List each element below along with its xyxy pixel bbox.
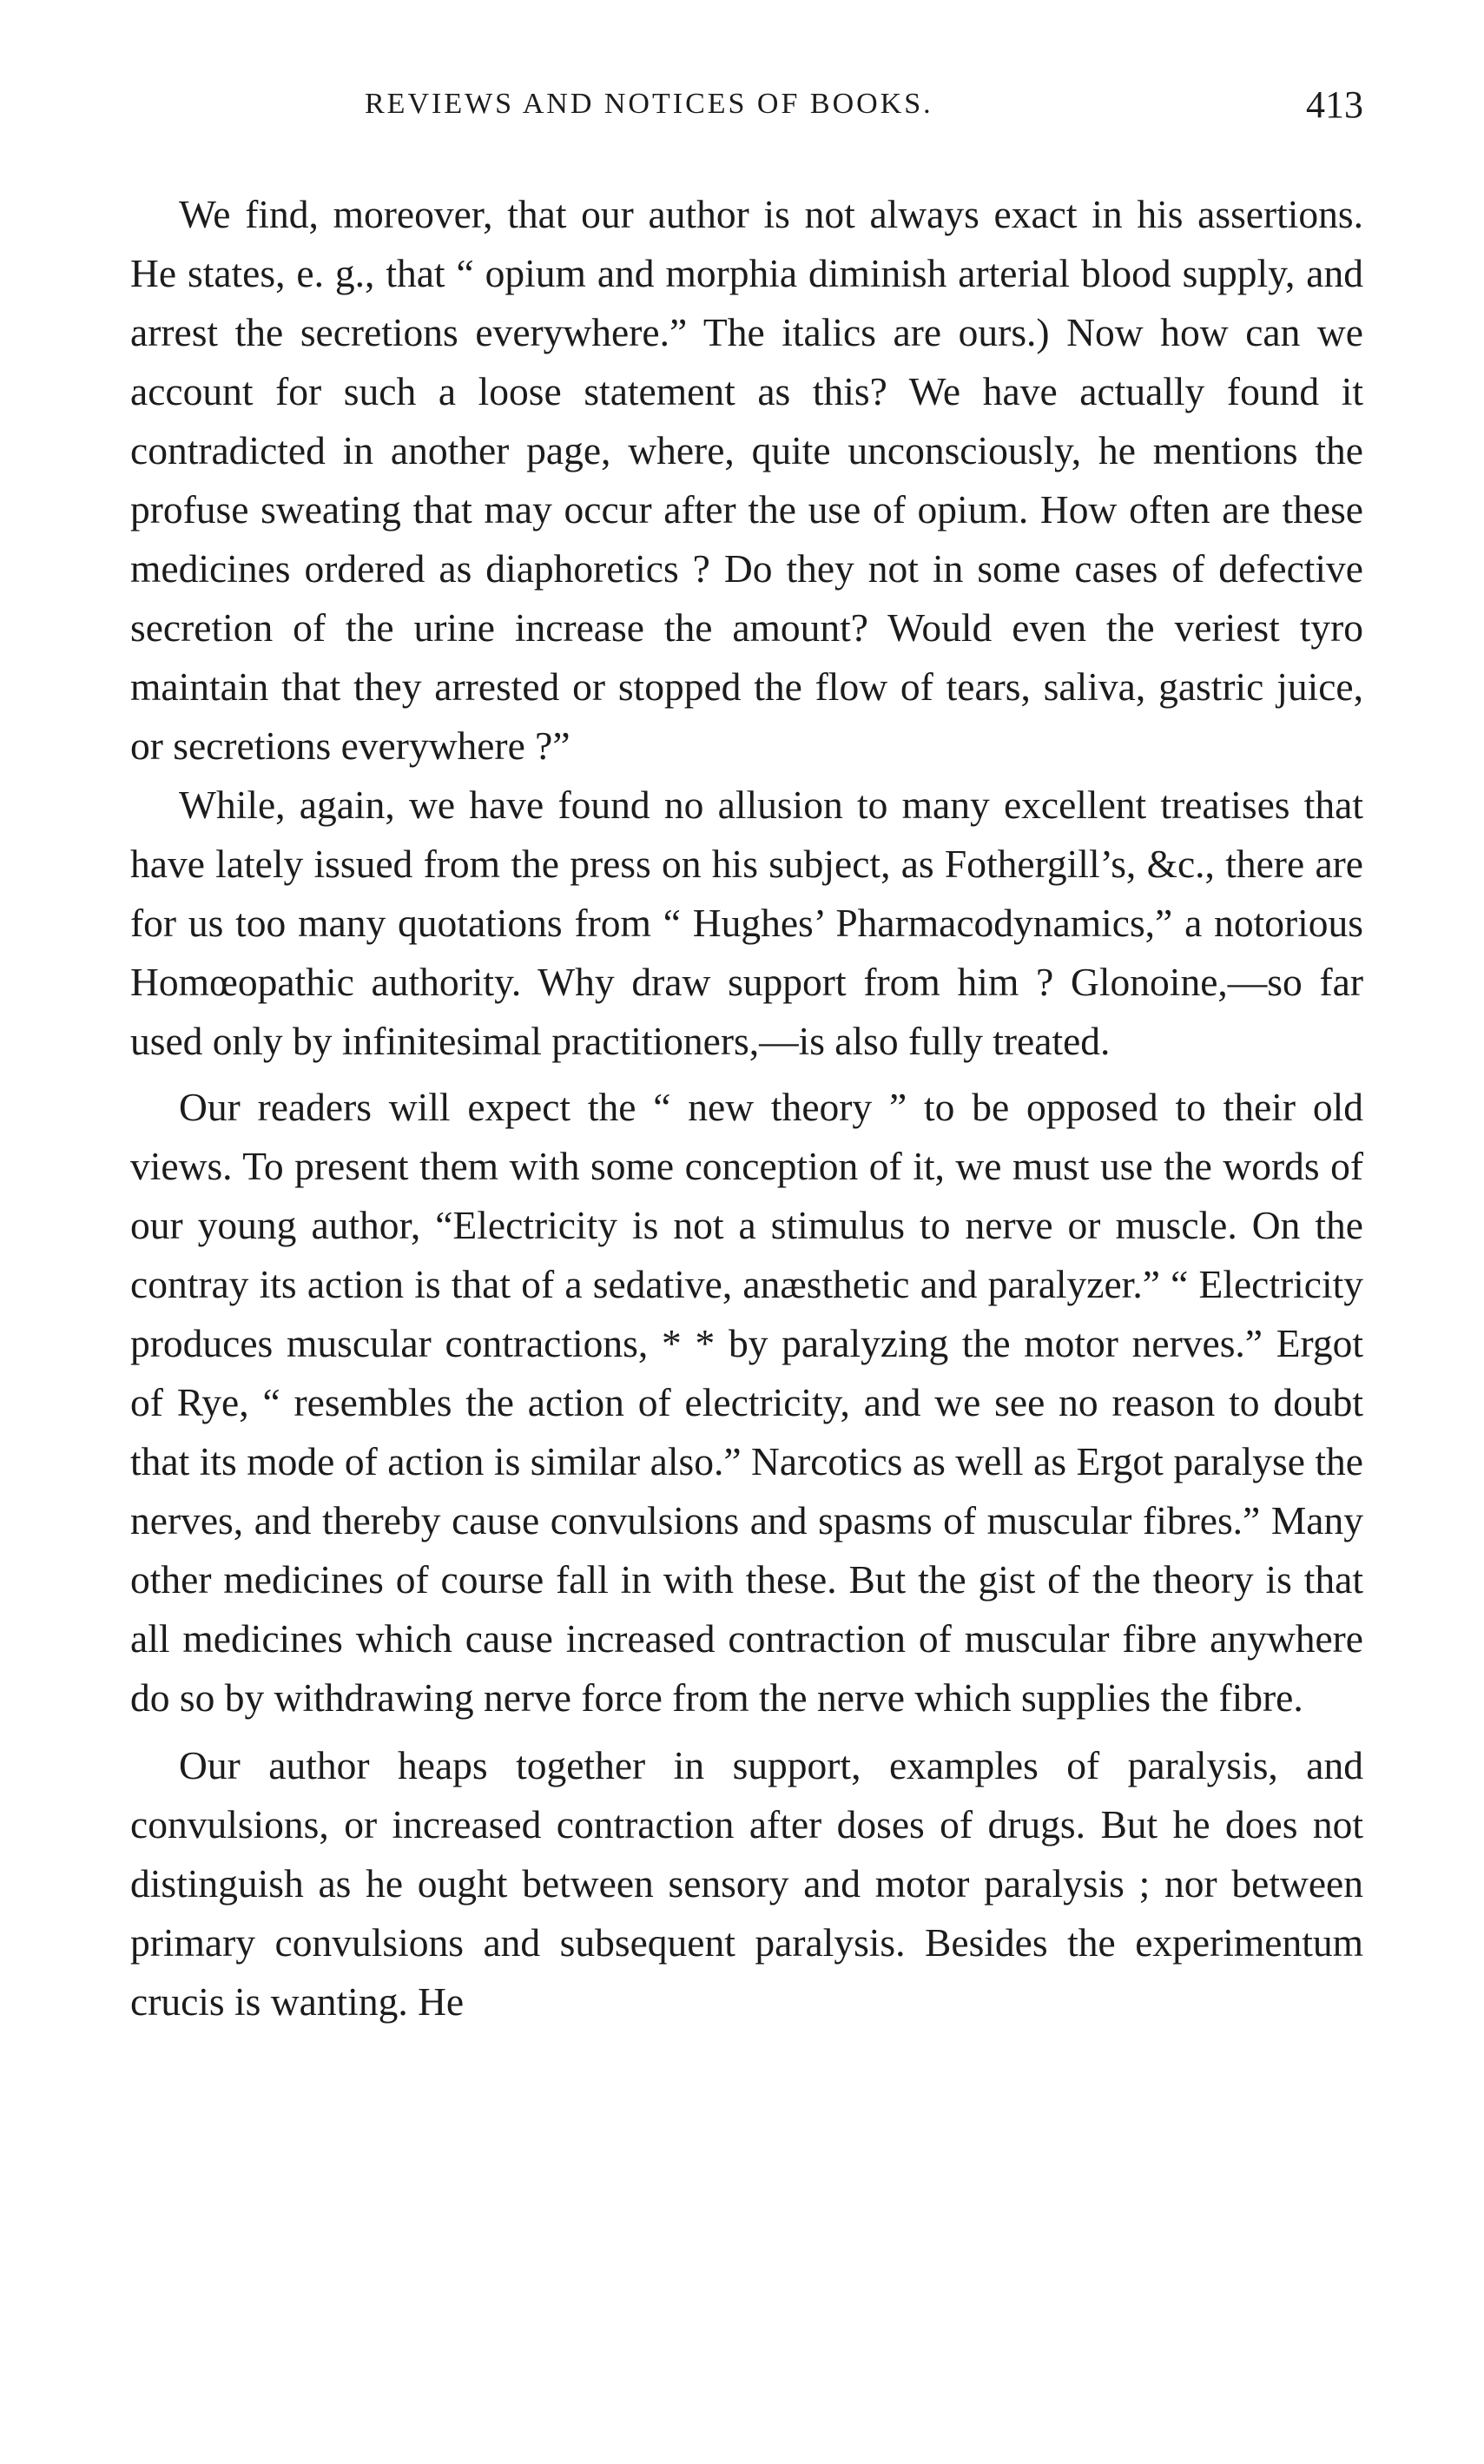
paragraph-3: Our readers will expect the “ new theory ” to be opposed to their old views. To present them with some conception of it, we must use the words of our young author, “Electricity is not a stimulus to nerve or muscle. On the contray its action is that of a sedative, anæsthetic and paralyzer.” “ Electricity produces muscular contractions, * * by paralyzing the motor nerves.” Ergot of Rye, “ resembles the action of electricity, and we see no reason to doubt that its mode of action is similar also.” Narcotics as well as Ergot paralyse the nerves, and thereby cause convulsions and spasms of muscular fibres.” Many other medicines of course fall in with these. But the gist of the theory is that all medicines which cause increased contraction of muscular fibre anywhere do so by withdrawing nerve force from the nerve which supplies the fibre. [130, 1085, 1363, 1720]
paragraph-1: We find, moreover, that our author is not always exact in his assertions. He states, e. g., that “ opium and morphia diminish arterial blood supply, and arrest the secretions everywhere.” The italics are ours.) Now how can we account for such a loose statement as this? We have actually found it contradicted in another page, where, quite unconsciously, he mentions the profuse sweating that may occur after the use of opium. How often are these medicines ordered as diaphoretics ? Do they not in some cases of defective secretion of the urine increase the amount? Would even the veriest tyro maintain that they arrested or stopped the flow of tears, saliva, gastric juice, or secretions everywhere ?” [130, 192, 1363, 768]
body-text [130, 185, 1363, 2031]
page-number: 413 [1306, 83, 1363, 126]
book-page [130, 83, 1363, 2031]
running-title: REVIEWS AND NOTICES OF BOOKS. [365, 88, 933, 120]
paragraph-4: Our author heaps together in support, examples of paralysis, and convulsions, or increased contraction after doses of drugs. But he does not distinguish as he ought between sensory and motor paralysis ; nor between primary convulsions and subsequent paralysis. Besides the experimentum crucis is wanting. He [130, 1743, 1363, 2024]
paragraph-2: While, again, we have found no allusion to many excellent treatises that have lately issued from the press on his subject, as Fothergill’s, &c., there are for us too many quotations from “ Hughes’ Pharmacodynamics,” a notorious Homœopathic authority. Why draw support from him ? Glonoine,—so far used only by infinitesimal practitioners,—is also fully treated. [130, 783, 1363, 1063]
running-head [130, 83, 1363, 135]
